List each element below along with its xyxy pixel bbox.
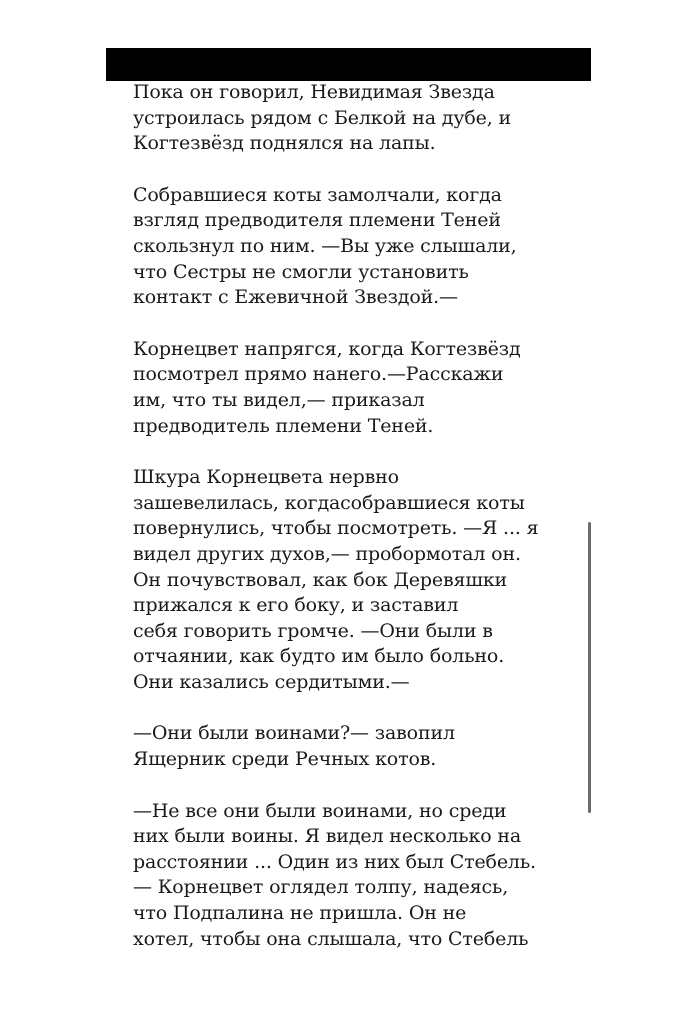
text-line: взгляд предводителя племени Теней: [133, 209, 501, 232]
text-line: что Подпалина не пришла. Он не: [133, 902, 467, 925]
paragraph-5: [133, 721, 573, 772]
text-line: —Они были воинами?— завопил: [133, 722, 455, 745]
text-line: предводитель племени Теней.: [133, 414, 434, 437]
text-line: контакт с Ежевичной Звездой.—: [133, 286, 458, 309]
text-line: Пока он говорил, Невидимая Звезда: [133, 81, 495, 103]
text-line: посмотрел прямо нанего.—Расскажи: [133, 363, 504, 386]
text-line: себя говорить громче. —Они были в: [133, 619, 493, 642]
text-line: — Корнецвет оглядел толпу, надеясь,: [133, 876, 509, 899]
text-line: Шкура Корнецвета нервно: [133, 466, 399, 489]
text-line: Собравшиеся коты замолчали, когда: [133, 183, 502, 206]
text-line: устроилась рядом с Белкой на дубе, и: [133, 106, 512, 129]
text-line: хотел, чтобы она слышала, что Стебель: [133, 927, 529, 950]
text-line: повернулись, чтобы посмотреть. —Я ... я: [133, 517, 539, 540]
paragraph-6: [133, 799, 573, 953]
paragraph-3: [133, 337, 573, 439]
paragraph-1: [133, 80, 573, 157]
book-text: [133, 80, 573, 978]
text-line: им, что ты видел,— приказал: [133, 388, 425, 411]
text-line: них были воины. Я видел несколько на: [133, 825, 522, 848]
text-line: Они казались сердитыми.—: [133, 670, 410, 693]
scrollbar-thumb[interactable]: [588, 522, 591, 813]
text-line: прижался к его боку, и заставил: [133, 594, 459, 617]
text-line: Он почувствовал, как бок Деревяшки: [133, 568, 508, 591]
paragraph-4: [133, 465, 573, 695]
text-line: скользнул по ним. —Вы уже слышали,: [133, 234, 517, 257]
text-line: видел других духов,— пробормотал он.: [133, 542, 521, 565]
text-line: —Не все они были воинами, но среди: [133, 799, 507, 822]
paragraph-2: [133, 183, 573, 311]
text-line: расстоянии ... Один из них был Стебель.: [133, 850, 536, 873]
text-line: Когтезвёзд поднялся на лапы.: [133, 132, 436, 155]
text-line: Ящерник среди Речных котов.: [133, 748, 437, 771]
text-line: зашевелилась, когдасобравшиеся коты: [133, 491, 525, 514]
text-line: что Сестры не смогли установить: [133, 260, 469, 283]
text-line: Корнецвет напрягся, когда Когтезвёзд: [133, 337, 521, 360]
text-line: отчаянии, как будто им было больно.: [133, 645, 505, 668]
redaction-bar: [106, 48, 591, 81]
